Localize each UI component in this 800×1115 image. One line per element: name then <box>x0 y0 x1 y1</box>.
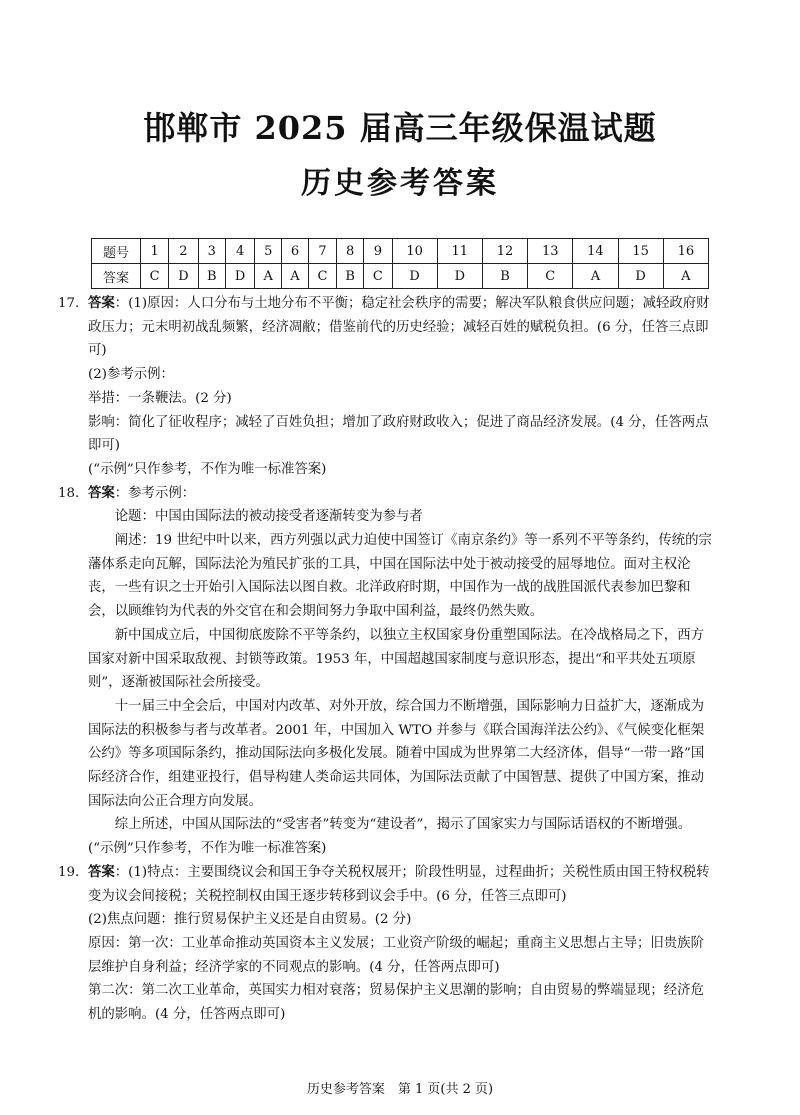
answer-cell: C <box>141 264 169 289</box>
question-19 <box>58 861 714 1027</box>
question-number-cell: 3 <box>198 239 225 264</box>
question-number-cell: 11 <box>437 239 482 264</box>
answer-paragraph <box>88 292 714 363</box>
answer-cell: C <box>364 264 392 289</box>
answer-paragraph: (2)焦点问题：推行贸易保护主义还是自由贸易。(2 分) <box>88 912 412 928</box>
question-number-cell: 13 <box>528 239 573 264</box>
answer-cell: B <box>337 264 364 289</box>
answer-cell: A <box>573 264 618 289</box>
answer-cell: D <box>437 264 482 289</box>
question-number-cell: 12 <box>482 239 527 264</box>
answer-row <box>92 264 709 289</box>
answer-text: ：(1)原因：人口分布与土地分布不平衡；稳定社会秩序的需要；解决军队粮食供应问题；减轻政府财政压力；元末明初战乱频繁，经济凋敝；借鉴前代的历史经验；减轻百姓的赋税负担。(6 分，任答三点即可) <box>88 296 710 359</box>
answer-paragraph: 影响：简化了征收程序；减轻了百姓负担；增加了政府财政收入；促进了商品经济发展。(4 分，任答两点即可) <box>88 414 709 454</box>
answer-paragraph: 原因：第一次：工业革命推动英国资本主义发展；工业资产阶级的崛起；重商主义思想占主导；旧贵族阶层维护自身利益；经济学家的不同观点的影响。(4 分，任答两点即可) <box>88 935 704 975</box>
note-text: (“示例”只作参考，不作为唯一标准答案) <box>88 461 327 477</box>
question-number-row <box>92 239 709 264</box>
answer-cell: D <box>169 264 198 289</box>
answer-cell: B <box>482 264 527 289</box>
answer-label: 答案 <box>88 295 115 311</box>
answer-paragraph: 举措：一条鞭法。(2 分) <box>88 390 232 406</box>
answer-label: 答案 <box>88 863 115 880</box>
question-number-cell: 9 <box>364 239 392 264</box>
answer-cell: D <box>392 264 437 289</box>
question-number-cell: 6 <box>282 239 309 264</box>
question-number-cell: 16 <box>663 239 708 264</box>
answer-paragraph: 第二次：第二次工业革命，英国实力相对衰落；贸易保护主义思潮的影响；自由贸易的弊端显现；经济危机的影响。(4 分，任答两点即可) <box>88 983 704 1023</box>
question-number: 17. <box>58 296 80 311</box>
answer-text: ：(1)特点：主要围绕议会和国王争夺关税权展开；阶段性明显，过程曲折；关税性质由国王特权税转变为议会间接税；关税控制权由国王逐步转移到议会手中。(6 分，任答三点即可) <box>88 864 710 904</box>
question-18 <box>58 482 714 861</box>
question-number-cell: 2 <box>169 239 198 264</box>
answer-cell: A <box>255 264 282 289</box>
essay-paragraph: 十一届三中全会后，中国对内改革、对外开放，综合国力不断增强，国际影响力日益扩大，逐渐成为国际法的积极参与者与改革者。2001 年，中国加入 WTO 并参与《联合国海洋法公约》、《气候变化框架公约》等多项国际条约，推动国际法向多极化发展。随着中国成为世界第二大经济体，倡导“一带一路”国际经济合作，组建亚投行，倡导构建人类命运共同体，为国际法贡献了中国智慧、提供了中国方案，推动国际法向公正合理方向发展。 <box>88 698 705 809</box>
document-title: 邯郸市 2025 届高三年级保温试题 <box>143 109 657 147</box>
answer-paragraph: (2)参考示例： <box>88 367 174 383</box>
answer-cell: B <box>198 264 225 289</box>
question-17 <box>58 292 714 482</box>
answer-cell: A <box>663 264 708 289</box>
table-header-cell: 答案 <box>92 264 141 289</box>
question-number-cell: 4 <box>225 239 254 264</box>
answer-cell: D <box>618 264 663 289</box>
question-number: 19. <box>58 864 80 880</box>
answer-cell: C <box>528 264 573 289</box>
answer-label: 答案 <box>88 484 115 501</box>
question-number-cell: 1 <box>141 239 169 264</box>
question-number-cell: 14 <box>573 239 618 264</box>
question-number-cell: 15 <box>618 239 663 264</box>
document-subtitle: 历史参考答案 <box>301 166 499 201</box>
question-number-cell: 10 <box>392 239 437 264</box>
essay-paragraph: 新中国成立后，中国彻底废除不平等条约，以独立主权国家身份重塑国际法。在冷战格局之下，西方国家对新中国采取敌视、封锁等政策。1953 年，中国超越国家制度与意识形态，提出“和平共处五项原则”，逐渐被国际社会所接受。 <box>88 627 704 691</box>
answer-table <box>91 238 709 289</box>
question-number-cell: 8 <box>337 239 364 264</box>
note-text: (“示例”只作参考，不作为唯一标准答案) <box>88 841 327 857</box>
table-header-cell: 题号 <box>92 239 141 264</box>
answer-paragraph <box>88 861 714 908</box>
question-number-cell: 5 <box>255 239 282 264</box>
question-number-cell: 7 <box>308 239 336 264</box>
essay-conclusion: 综上所述，中国从国际法的“受害者”转变为“建设者”，揭示了国家实力与国际话语权的不断增强。 <box>114 817 692 833</box>
answer-cell: D <box>225 264 254 289</box>
answer-paragraph <box>88 482 714 506</box>
essay-paragraph: 阐述：19 世纪中叶以来，西方列强以武力迫使中国签订《南京条约》等一系列不平等条约，传统的宗藩体系走向瓦解，国际法沦为殖民扩张的工具，中国在国际法中处于被动接受的屈辱地位。面对主权沦丧，一些有识之士开始引入国际法以图自救。北洋政府时期，中国作为一战的战胜国派代表参加巴黎和会，以顾维钧为代表的外交官在和会期间努力争取中国利益，最终仍然失败。 <box>88 533 712 620</box>
answer-cell: A <box>282 264 309 289</box>
question-number: 18. <box>58 485 80 501</box>
page-footer: 历史参考答案 第 1 页(共 2 页) <box>306 1082 494 1097</box>
essay-thesis: 论题：中国由国际法的被动接受者逐渐转变为参与者 <box>114 509 423 525</box>
answer-cell: C <box>308 264 336 289</box>
answer-content <box>58 292 714 1027</box>
answer-text: ：参考示例： <box>114 485 196 501</box>
